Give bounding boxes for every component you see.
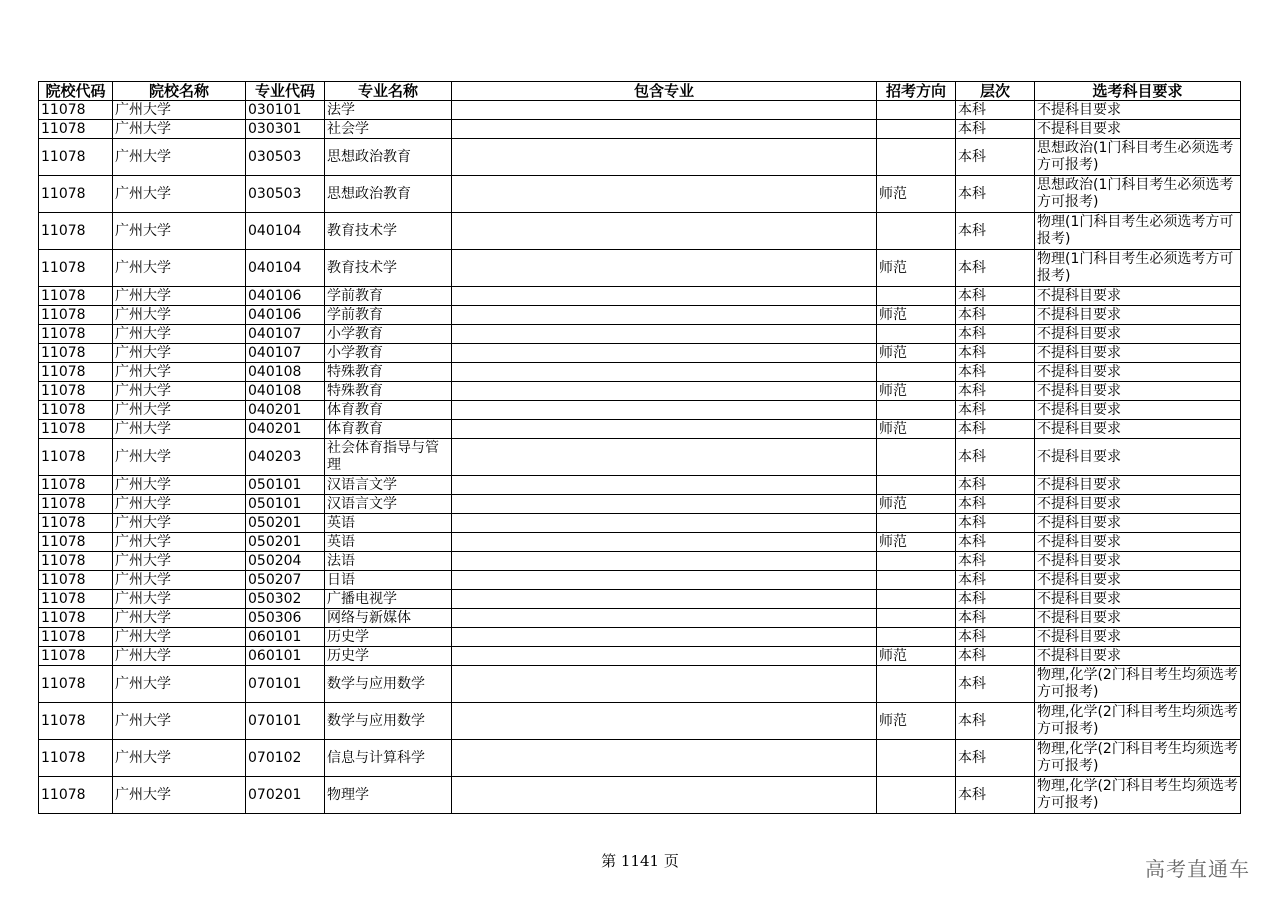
cell-level: 本科 [956,382,1035,401]
cell-level: 本科 [956,666,1035,703]
cell-subject-requirement: 不提科目要求 [1035,382,1241,401]
cell-level: 本科 [956,476,1035,495]
cell-school-code: 11078 [39,533,113,552]
cell-major-name: 汉语言文学 [325,495,452,514]
cell-direction [877,101,956,120]
cell-school-code: 11078 [39,552,113,571]
cell-subject-requirement: 不提科目要求 [1035,420,1241,439]
cell-school-name: 广州大学 [113,571,246,590]
cell-direction: 师范 [877,647,956,666]
cell-school-code: 11078 [39,344,113,363]
cell-school-name: 广州大学 [113,420,246,439]
cell-level: 本科 [956,533,1035,552]
table-row [39,363,1241,382]
cell-included-majors [452,590,877,609]
cell-direction [877,139,956,176]
cell-school-name: 广州大学 [113,476,246,495]
cell-major-code: 050201 [246,533,325,552]
cell-school-code: 11078 [39,420,113,439]
cell-direction [877,439,956,476]
table-row [39,777,1241,814]
cell-direction [877,666,956,703]
cell-included-majors [452,628,877,647]
cell-major-code: 050201 [246,514,325,533]
cell-school-name: 广州大学 [113,344,246,363]
cell-major-name: 法语 [325,552,452,571]
cell-level: 本科 [956,552,1035,571]
cell-major-code: 040108 [246,363,325,382]
cell-school-name: 广州大学 [113,363,246,382]
cell-level: 本科 [956,571,1035,590]
cell-major-name: 英语 [325,514,452,533]
cell-level: 本科 [956,344,1035,363]
cell-level: 本科 [956,439,1035,476]
cell-level: 本科 [956,287,1035,306]
cell-included-majors [452,703,877,740]
cell-school-name: 广州大学 [113,740,246,777]
cell-school-name: 广州大学 [113,101,246,120]
cell-subject-requirement: 不提科目要求 [1035,325,1241,344]
cell-included-majors [452,287,877,306]
cell-level: 本科 [956,628,1035,647]
table-row [39,176,1241,213]
cell-major-code: 050101 [246,495,325,514]
cell-level: 本科 [956,120,1035,139]
cell-subject-requirement: 不提科目要求 [1035,344,1241,363]
cell-major-name: 学前教育 [325,306,452,325]
header-school-name: 院校名称 [113,82,246,101]
cell-school-name: 广州大学 [113,213,246,250]
cell-school-code: 11078 [39,213,113,250]
cell-subject-requirement: 不提科目要求 [1035,571,1241,590]
cell-major-code: 050101 [246,476,325,495]
cell-major-code: 040104 [246,213,325,250]
cell-school-code: 11078 [39,439,113,476]
cell-major-name: 社会体育指导与管理 [325,439,452,476]
cell-direction [877,552,956,571]
header-included-majors: 包含专业 [452,82,877,101]
cell-major-name: 小学教育 [325,344,452,363]
cell-level: 本科 [956,325,1035,344]
cell-included-majors [452,401,877,420]
cell-direction [877,325,956,344]
cell-school-code: 11078 [39,176,113,213]
cell-included-majors [452,176,877,213]
cell-major-name: 日语 [325,571,452,590]
table-row [39,139,1241,176]
cell-major-name: 网络与新媒体 [325,609,452,628]
cell-major-name: 教育技术学 [325,250,452,287]
cell-direction [877,514,956,533]
cell-school-name: 广州大学 [113,495,246,514]
cell-school-code: 11078 [39,101,113,120]
cell-school-name: 广州大学 [113,514,246,533]
page-number: 第 1141 页 [601,852,679,870]
cell-direction: 师范 [877,533,956,552]
cell-major-code: 040107 [246,325,325,344]
cell-school-name: 广州大学 [113,628,246,647]
cell-major-name: 数学与应用数学 [325,703,452,740]
cell-level: 本科 [956,250,1035,287]
cell-included-majors [452,250,877,287]
table-row [39,101,1241,120]
cell-subject-requirement: 不提科目要求 [1035,533,1241,552]
table-row [39,628,1241,647]
table-row [39,514,1241,533]
cell-major-code: 070201 [246,777,325,814]
cell-school-code: 11078 [39,250,113,287]
cell-school-name: 广州大学 [113,777,246,814]
table-row [39,213,1241,250]
cell-direction [877,213,956,250]
cell-direction: 师范 [877,250,956,287]
cell-school-name: 广州大学 [113,533,246,552]
cell-level: 本科 [956,401,1035,420]
cell-level: 本科 [956,306,1035,325]
admissions-table [38,81,1241,814]
cell-major-name: 小学教育 [325,325,452,344]
cell-included-majors [452,344,877,363]
cell-major-name: 法学 [325,101,452,120]
cell-included-majors [452,533,877,552]
cell-school-name: 广州大学 [113,609,246,628]
cell-school-name: 广州大学 [113,401,246,420]
table-row [39,287,1241,306]
cell-subject-requirement: 不提科目要求 [1035,590,1241,609]
cell-major-code: 040108 [246,382,325,401]
cell-included-majors [452,120,877,139]
cell-major-name: 历史学 [325,628,452,647]
cell-school-name: 广州大学 [113,382,246,401]
cell-direction: 师范 [877,176,956,213]
header-major-name: 专业名称 [325,82,452,101]
cell-direction [877,590,956,609]
cell-subject-requirement: 不提科目要求 [1035,495,1241,514]
cell-direction [877,628,956,647]
header-major-code: 专业代码 [246,82,325,101]
cell-subject-requirement: 不提科目要求 [1035,439,1241,476]
cell-school-code: 11078 [39,325,113,344]
cell-major-name: 思想政治教育 [325,139,452,176]
cell-included-majors [452,325,877,344]
table-row [39,590,1241,609]
cell-subject-requirement: 不提科目要求 [1035,647,1241,666]
cell-level: 本科 [956,777,1035,814]
cell-major-code: 060101 [246,647,325,666]
cell-school-code: 11078 [39,401,113,420]
cell-level: 本科 [956,139,1035,176]
cell-included-majors [452,571,877,590]
cell-major-name: 体育教育 [325,420,452,439]
cell-direction [877,363,956,382]
cell-direction [877,401,956,420]
cell-included-majors [452,476,877,495]
cell-level: 本科 [956,590,1035,609]
cell-included-majors [452,495,877,514]
cell-major-code: 040201 [246,401,325,420]
cell-direction: 师范 [877,306,956,325]
watermark-logo: 高考直通车 [1145,857,1250,881]
cell-major-code: 070102 [246,740,325,777]
cell-major-code: 050302 [246,590,325,609]
table-row [39,533,1241,552]
cell-major-code: 030503 [246,139,325,176]
cell-major-code: 070101 [246,703,325,740]
cell-major-name: 社会学 [325,120,452,139]
cell-direction [877,777,956,814]
cell-major-name: 体育教育 [325,401,452,420]
cell-included-majors [452,777,877,814]
cell-subject-requirement: 不提科目要求 [1035,363,1241,382]
cell-level: 本科 [956,703,1035,740]
table-row [39,647,1241,666]
cell-subject-requirement: 物理,化学(2门科目考生均须选考方可报考) [1035,666,1241,703]
table-row [39,250,1241,287]
cell-included-majors [452,101,877,120]
cell-school-code: 11078 [39,777,113,814]
cell-direction [877,740,956,777]
cell-direction [877,609,956,628]
cell-subject-requirement: 不提科目要求 [1035,628,1241,647]
cell-school-code: 11078 [39,647,113,666]
cell-included-majors [452,363,877,382]
cell-school-name: 广州大学 [113,250,246,287]
header-level: 层次 [956,82,1035,101]
cell-major-name: 历史学 [325,647,452,666]
cell-included-majors [452,666,877,703]
cell-level: 本科 [956,495,1035,514]
cell-included-majors [452,382,877,401]
cell-school-code: 11078 [39,514,113,533]
cell-major-code: 070101 [246,666,325,703]
cell-school-code: 11078 [39,363,113,382]
cell-included-majors [452,306,877,325]
cell-subject-requirement: 不提科目要求 [1035,476,1241,495]
cell-major-code: 040106 [246,287,325,306]
cell-included-majors [452,420,877,439]
cell-major-name: 特殊教育 [325,363,452,382]
cell-level: 本科 [956,101,1035,120]
cell-school-name: 广州大学 [113,325,246,344]
cell-major-code: 050207 [246,571,325,590]
cell-direction: 师范 [877,344,956,363]
table-row [39,740,1241,777]
cell-included-majors [452,439,877,476]
cell-major-name: 物理学 [325,777,452,814]
cell-included-majors [452,647,877,666]
cell-school-name: 广州大学 [113,306,246,325]
cell-subject-requirement: 不提科目要求 [1035,306,1241,325]
cell-direction: 师范 [877,703,956,740]
cell-level: 本科 [956,420,1035,439]
cell-school-name: 广州大学 [113,120,246,139]
cell-major-code: 040201 [246,420,325,439]
cell-direction [877,120,956,139]
cell-major-code: 050204 [246,552,325,571]
cell-direction [877,571,956,590]
cell-major-code: 030503 [246,176,325,213]
cell-subject-requirement: 不提科目要求 [1035,609,1241,628]
cell-school-name: 广州大学 [113,666,246,703]
cell-subject-requirement: 物理(1门科目考生必须选考方可报考) [1035,213,1241,250]
table-row [39,344,1241,363]
cell-subject-requirement: 不提科目要求 [1035,101,1241,120]
cell-major-name: 英语 [325,533,452,552]
table-row [39,439,1241,476]
table-row [39,571,1241,590]
cell-major-code: 060101 [246,628,325,647]
cell-school-code: 11078 [39,306,113,325]
cell-major-name: 教育技术学 [325,213,452,250]
cell-included-majors [452,609,877,628]
header-subject-requirement: 选考科目要求 [1035,82,1241,101]
cell-school-code: 11078 [39,628,113,647]
cell-level: 本科 [956,176,1035,213]
cell-school-code: 11078 [39,495,113,514]
cell-major-name: 学前教育 [325,287,452,306]
cell-school-code: 11078 [39,139,113,176]
cell-major-code: 040203 [246,439,325,476]
cell-level: 本科 [956,740,1035,777]
cell-direction: 师范 [877,382,956,401]
table-row [39,401,1241,420]
cell-subject-requirement: 思想政治(1门科目考生必须选考方可报考) [1035,176,1241,213]
cell-school-code: 11078 [39,120,113,139]
cell-level: 本科 [956,363,1035,382]
cell-school-name: 广州大学 [113,703,246,740]
cell-school-code: 11078 [39,590,113,609]
cell-level: 本科 [956,514,1035,533]
cell-major-code: 040107 [246,344,325,363]
cell-level: 本科 [956,609,1035,628]
cell-major-code: 030101 [246,101,325,120]
cell-school-code: 11078 [39,476,113,495]
cell-major-name: 思想政治教育 [325,176,452,213]
cell-major-name: 广播电视学 [325,590,452,609]
cell-included-majors [452,514,877,533]
cell-school-code: 11078 [39,382,113,401]
cell-school-name: 广州大学 [113,647,246,666]
cell-included-majors [452,139,877,176]
table-row [39,495,1241,514]
table-row [39,420,1241,439]
cell-included-majors [452,213,877,250]
table-row [39,382,1241,401]
cell-school-name: 广州大学 [113,439,246,476]
cell-direction: 师范 [877,420,956,439]
header-direction: 招考方向 [877,82,956,101]
header-school-code: 院校代码 [39,82,113,101]
cell-direction [877,287,956,306]
table-row [39,306,1241,325]
cell-direction: 师范 [877,495,956,514]
cell-school-code: 11078 [39,287,113,306]
cell-major-name: 信息与计算科学 [325,740,452,777]
cell-school-code: 11078 [39,703,113,740]
table-row [39,666,1241,703]
cell-direction [877,476,956,495]
cell-major-code: 030301 [246,120,325,139]
cell-school-name: 广州大学 [113,287,246,306]
table-row [39,703,1241,740]
cell-subject-requirement: 思想政治(1门科目考生必须选考方可报考) [1035,139,1241,176]
cell-level: 本科 [956,213,1035,250]
table-row [39,552,1241,571]
cell-included-majors [452,552,877,571]
cell-school-code: 11078 [39,609,113,628]
cell-subject-requirement: 不提科目要求 [1035,552,1241,571]
table-body [39,101,1241,814]
cell-school-code: 11078 [39,571,113,590]
cell-subject-requirement: 不提科目要求 [1035,120,1241,139]
cell-subject-requirement: 不提科目要求 [1035,287,1241,306]
cell-major-code: 040106 [246,306,325,325]
table-row [39,609,1241,628]
cell-subject-requirement: 物理,化学(2门科目考生均须选考方可报考) [1035,703,1241,740]
cell-major-name: 特殊教育 [325,382,452,401]
cell-major-code: 040104 [246,250,325,287]
cell-subject-requirement: 物理,化学(2门科目考生均须选考方可报考) [1035,740,1241,777]
cell-level: 本科 [956,647,1035,666]
cell-school-name: 广州大学 [113,552,246,571]
table-row [39,120,1241,139]
cell-school-name: 广州大学 [113,176,246,213]
cell-school-name: 广州大学 [113,139,246,176]
cell-included-majors [452,740,877,777]
cell-major-name: 汉语言文学 [325,476,452,495]
header-row [39,82,1241,101]
cell-major-name: 数学与应用数学 [325,666,452,703]
cell-school-name: 广州大学 [113,590,246,609]
cell-subject-requirement: 物理,化学(2门科目考生均须选考方可报考) [1035,777,1241,814]
cell-subject-requirement: 不提科目要求 [1035,514,1241,533]
cell-subject-requirement: 物理(1门科目考生必须选考方可报考) [1035,250,1241,287]
cell-school-code: 11078 [39,740,113,777]
cell-school-code: 11078 [39,666,113,703]
cell-major-code: 050306 [246,609,325,628]
table-row [39,476,1241,495]
table-row [39,325,1241,344]
cell-subject-requirement: 不提科目要求 [1035,401,1241,420]
